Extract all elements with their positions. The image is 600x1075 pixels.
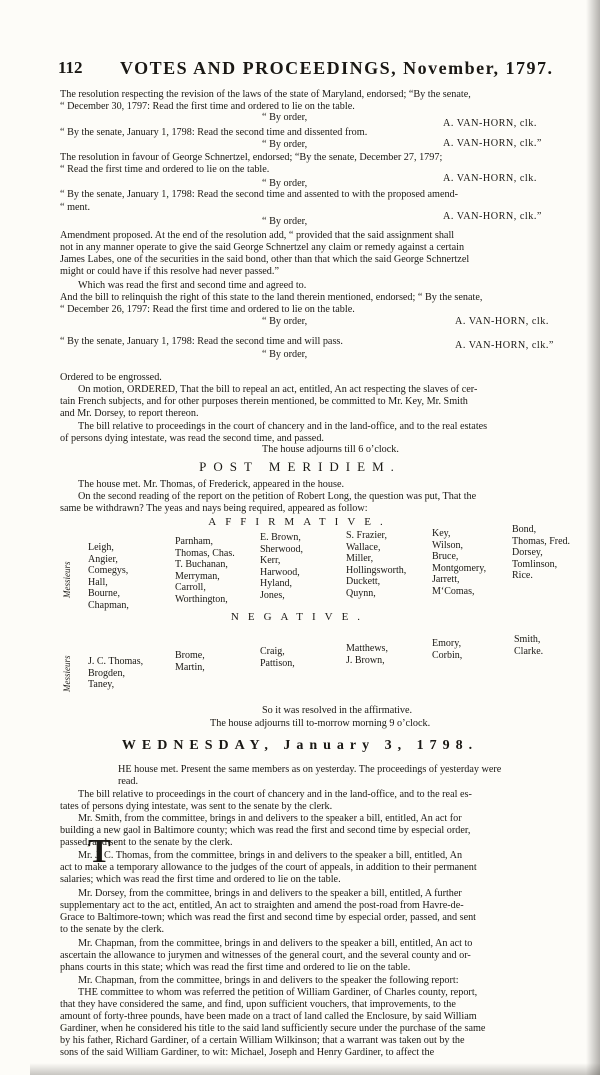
text-line: and Mr. Dorsey, to report thereon.	[60, 408, 199, 419]
text-line: The bill relative to proceedings in the court of chancery and in the land-office, and to the real es-	[78, 789, 472, 800]
text-line: same be withdrawn? The yeas and nays being required, appeared as follow:	[60, 503, 368, 514]
member-name: Matthews,	[346, 643, 388, 654]
messieurs-label: Messieurs	[62, 655, 72, 692]
text-line: Mr. Chapman, from the committee, brings in and delivers to the speaker the following report:	[78, 975, 459, 986]
text-line: On the second reading of the report on the petition of Robert Long, the question was put, That the	[78, 491, 477, 502]
text-line: to the senate by the clerk.	[60, 924, 165, 935]
text-line: ascertain the allowance to jurymen and witnesses of the general court, and the several county and or-	[60, 950, 471, 961]
member-name: Dorsey,	[512, 547, 543, 559]
clerk-signature: A. VAN-HORN, clk.”	[455, 340, 554, 351]
member-name: Thomas, Fred.	[512, 535, 571, 547]
member-name: Brogden,	[88, 667, 125, 679]
negative-col-6	[514, 634, 543, 657]
clerk-signature: A. VAN-HORN, clk.	[443, 118, 537, 129]
text-line: might or could have if this resolve had never passed.”	[60, 266, 279, 277]
text-line: The house met. Mr. Thomas, of Frederick, appeared in the house.	[78, 479, 345, 490]
member-name: Angier,	[88, 553, 118, 565]
member-name: Martin,	[175, 661, 205, 673]
affirmative-col-6	[512, 524, 570, 582]
text-line: Amendment proposed. At the end of the resolution add, “ provided that the said assignment shall	[60, 230, 455, 241]
text-line: “ By the senate, January 1, 1798: Read the second time and dissented from.	[60, 127, 368, 138]
by-order: “ By order,	[262, 349, 308, 360]
clerk-signature: A. VAN-HORN, clk.”	[443, 211, 542, 222]
member-name: Wilson,	[432, 539, 463, 551]
member-name: Taney,	[88, 679, 115, 691]
negative-col-4	[346, 643, 388, 666]
member-name: Quynn,	[346, 587, 376, 599]
affirmative-heading: AFFIRMATIVE.	[208, 516, 392, 528]
text-line: supplementary act to the act, entitled, An act to straighten and amend the post-road from Havre-de-	[60, 900, 464, 911]
member-name: Jones,	[260, 589, 285, 601]
member-name: Chapman,	[88, 599, 129, 611]
member-name: Hyland,	[260, 578, 292, 590]
member-name: Harwood,	[260, 566, 300, 578]
member-name: Bourne,	[88, 588, 120, 600]
resolved-line: So it was resolved in the affirmative.	[262, 705, 413, 716]
member-name: Jarrett,	[432, 574, 460, 586]
clerk-signature: A. VAN-HORN, clk.	[443, 173, 537, 184]
member-name: E. Brown,	[260, 532, 301, 543]
member-name: Pattison,	[260, 657, 295, 669]
clerk-signature: A. VAN-HORN, clk.	[455, 316, 549, 327]
member-name: Kerr,	[260, 555, 281, 567]
text-line: “ ment.	[60, 202, 90, 213]
member-name: Hollingsworth,	[346, 564, 407, 576]
text-line: The resolution respecting the revision of the laws of the state of Maryland, endorsed; “By the senate,	[60, 89, 471, 100]
member-name: Carroll,	[175, 582, 206, 594]
text-line: On motion, ORDERED, That the bill to repeal an act, entitled, An act respecting the slaves of cer-	[78, 384, 478, 395]
affirmative-col-1	[88, 542, 129, 612]
member-name: M‘Comas,	[432, 585, 475, 597]
text-line: The resolution in favour of George Schnertzel, endorsed; “By the senate, December 27, 1797;	[60, 152, 443, 163]
member-name: T. Buchanan,	[175, 559, 228, 571]
member-name: Comegys,	[88, 565, 129, 577]
member-name: Clarke.	[514, 645, 544, 657]
negative-col-5	[432, 638, 462, 661]
text-line: Ordered to be engrossed.	[60, 372, 162, 383]
member-name: J. C. Thomas,	[88, 656, 144, 667]
text-line: that they have considered the same, and find, upon sufficient vouchers, that improvements, to the	[60, 999, 456, 1010]
text-line: THE committee to whom was referred the petition of William Gardiner, of Charles county, report,	[78, 987, 478, 998]
negative-heading: NEGATIVE.	[230, 611, 370, 623]
negative-col-1	[88, 656, 143, 691]
text-line: HE house met. Present the same members as on yesterday. The proceedings of yesterday were	[118, 764, 502, 775]
text-line: read.	[118, 776, 139, 787]
affirmative-col-2	[175, 536, 235, 606]
member-name: Brome,	[175, 650, 205, 661]
scan-shadow-right	[586, 0, 600, 1075]
text-line: Which was read the first and second time and agreed to.	[78, 280, 307, 291]
text-line: Mr. Dorsey, from the committee, brings in and delivers to the speaker a bill, entitled, A further	[78, 888, 462, 899]
running-head: VOTES AND PROCEEDINGS, November, 1797.	[120, 58, 554, 78]
text-line: James Labes, one of the securities in the said bond, other than that which the said George Schnertzel	[60, 254, 470, 265]
text-line: Mr. J. C. Thomas, from the committee, brings in and delivers to the speaker a bill, entitled, An	[78, 850, 463, 861]
member-name: Worthington,	[175, 593, 228, 605]
member-name: Wallace,	[346, 541, 381, 553]
text-line: tain French subjects, and for other purposes therein mentioned, be committed to Mr. Key, Mr. Smith	[60, 396, 468, 407]
text-line: passed, and sent to the senate by the clerk.	[60, 837, 233, 848]
text-line: “ December 26, 1797: Read the first time and ordered to lie on the table.	[60, 304, 355, 315]
text-line: “ By the senate, January 1, 1798: Read the second time and assented to with the proposed amend-	[60, 189, 459, 200]
member-name: Bruce,	[432, 551, 459, 563]
text-line: phans courts in this state; which was read the first time and ordered to lie on the table.	[60, 962, 411, 973]
member-name: Merryman,	[175, 570, 220, 582]
by-order: “ By order,	[262, 139, 308, 150]
clerk-signature: A. VAN-HORN, clk.”	[443, 138, 542, 149]
member-name: Miller,	[346, 553, 374, 565]
text-line: Grace to Baltimore-town; which was read the first and second time by especial order, passed, and sent	[60, 912, 477, 923]
affirmative-col-4	[346, 530, 406, 600]
affirmative-col-3	[260, 532, 303, 602]
member-name: Rice.	[512, 570, 533, 582]
member-name: Leigh,	[88, 542, 114, 553]
text-line: “ Read the first time and ordered to lie on the table.	[60, 164, 270, 175]
member-name: Emory,	[432, 638, 462, 649]
page-number: 112	[58, 58, 83, 77]
member-name: Tomlinson,	[512, 558, 558, 570]
member-name: Key,	[432, 528, 451, 539]
adjourn-line: The house adjourns till to-morrow morning 9 o’clock.	[210, 718, 431, 729]
member-name: Montgomery,	[432, 562, 487, 574]
text-line: Gardiner, when he considered his title to the said land sufficiently secure under the purchase of the same	[60, 1023, 486, 1034]
text-line: tates of persons dying intestate, was sent to the senate by the clerk.	[60, 801, 333, 812]
text-line: “ December 30, 1797: Read the first time and ordered to lie on the table.	[60, 101, 355, 112]
member-name: Craig,	[260, 646, 285, 657]
page-header	[58, 58, 588, 82]
by-order: “ By order,	[262, 316, 308, 327]
member-name: Parnham,	[175, 536, 214, 547]
text-line: The bill relative to proceedings in the court of chancery and in the land-office, and to the real estates	[78, 421, 488, 432]
text-line: by his father, Richard Gardiner, of a certain William Wilkinson; that a warrant was taken out by the	[60, 1035, 465, 1046]
negative-col-3	[260, 646, 295, 669]
member-name: Thomas, Chas.	[175, 547, 235, 559]
by-order: “ By order,	[262, 178, 308, 189]
text-line: building a new gaol in Baltimore county; which was read the first and second time by especial order,	[60, 825, 471, 836]
drop-cap: T	[88, 833, 111, 870]
member-name: S. Frazier,	[346, 530, 387, 541]
adjourn-line: The house adjourns till 6 o’clock.	[262, 444, 399, 455]
text-line: sons of the said William Gardiner, to wit: Michael, Joseph and Henry Gardiner, to affect the	[60, 1047, 435, 1058]
section-title-post-meridiem: POST MERIDIEM.	[199, 459, 401, 474]
member-name: Sherwood,	[260, 543, 304, 555]
member-name: Corbin,	[432, 649, 463, 661]
text-line: not in any manner operate to give the said George Schnertzel any claim or remedy against a certain	[60, 242, 465, 253]
member-name: Duckett,	[346, 576, 381, 588]
by-order: “ By order,	[262, 112, 308, 123]
affirmative-col-5	[432, 528, 486, 598]
negative-col-2	[175, 650, 205, 673]
scan-shadow-bottom	[30, 1063, 600, 1075]
by-order: “ By order,	[262, 216, 308, 227]
member-name: Bond,	[512, 524, 537, 535]
text-line: And the bill to relinquish the right of this state to the land therein mentioned, endorsed; “ By the senate,	[60, 292, 483, 303]
member-name: Smith,	[514, 634, 541, 645]
text-line: Mr. Chapman, from the committee, brings in and delivers to the speaker a bill, entitled, An act to	[78, 938, 473, 949]
text-line: “ By the senate, January 1, 1798: Read the second time and will pass.	[60, 336, 343, 347]
member-name: J. Brown,	[346, 654, 385, 666]
text-line: amount of forty-three pounds, have been made on a tract of land called the Enclosure, by said William	[60, 1011, 477, 1022]
text-line: of persons dying intestate, was read the second time, and passed.	[60, 433, 324, 444]
text-line: act to make a temporary allowance to the judges of the court of appeals, in addition to their permanent	[60, 862, 477, 873]
messieurs-label: Messieurs	[62, 561, 72, 598]
text-line: Mr. Smith, from the committee, brings in and delivers to the speaker a bill, entitled, An act for	[78, 813, 462, 824]
section-title-wednesday: WEDNESDAY, January 3, 1798.	[121, 738, 479, 753]
member-name: Hall,	[88, 576, 108, 588]
text-line: salaries; which was read the first time and ordered to lie on the table.	[60, 874, 341, 885]
